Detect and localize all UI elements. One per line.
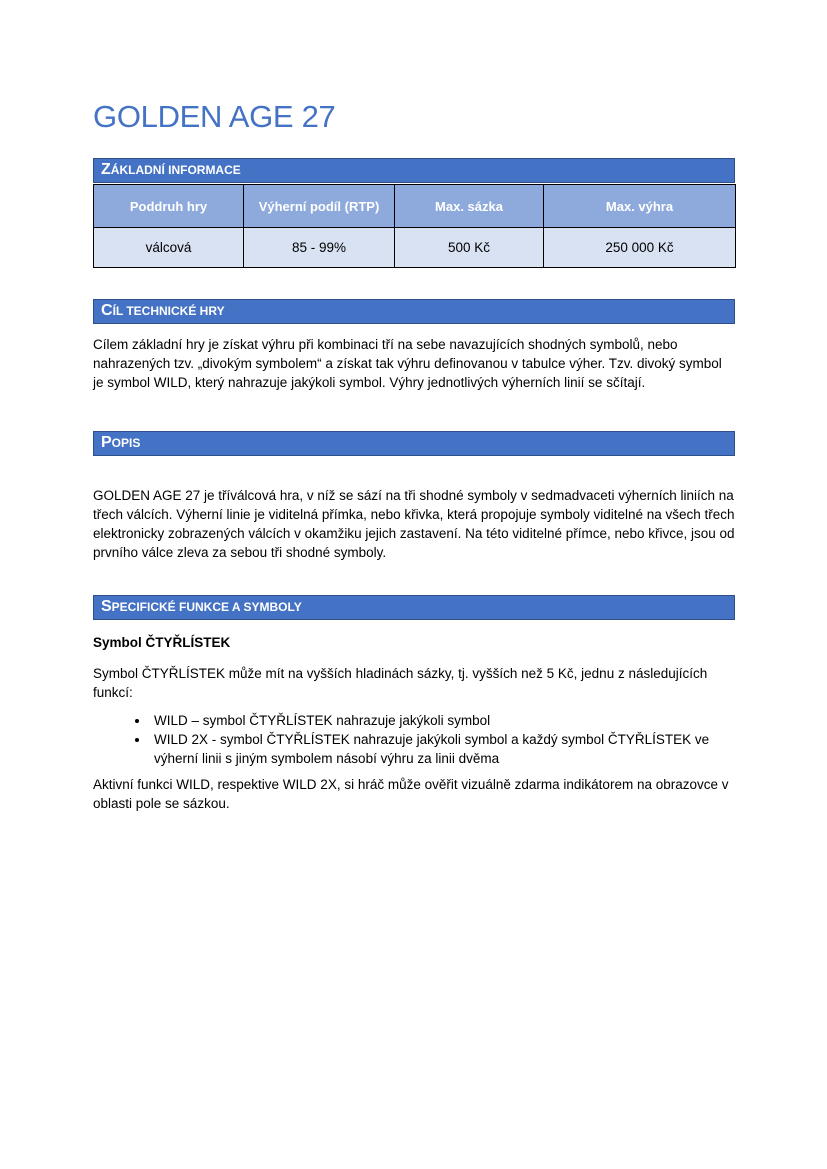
column-header-max-sazka: Max. sázka [395,185,544,228]
table-header-row [94,185,736,228]
basic-info-table [93,184,736,268]
table-row [94,228,736,268]
section-heading-basic-info: ZÁKLADNÍ INFORMACE [93,158,735,183]
section-heading-goal: CÍL TECHNICKÉ HRY [93,299,735,324]
functions-bullet-list [93,711,735,768]
column-header-rtp: Výherní podíl (RTP) [244,185,395,228]
bullet-item-wild: • WILD – symbol ČTYŘLÍSTEK nahrazuje jakýkoli symbol [150,711,735,730]
cell-max-sazka: 500 Kč [395,228,544,268]
cell-max-vyhra: 250 000 Kč [544,228,736,268]
column-header-poddruh-hry: Poddruh hry [94,185,244,228]
functions-intro-paragraph: Symbol ČTYŘLÍSTEK může mít na vyšších hladinách sázky, tj. vyšších než 5 Kč, jednu z následujících funkcí: [93,666,708,700]
section-heading-description: POPIS [93,431,735,456]
section-goal [93,299,735,392]
cell-rtp: 85 - 99% [244,228,395,268]
symbol-subheading: Symbol ČTYŘLÍSTEK [93,635,231,650]
section-heading-functions: SPECIFICKÉ FUNKCE A SYMBOLY [93,595,735,620]
bullet-item-wild-2x: • WILD 2X - symbol ČTYŘLÍSTEK nahrazuje jakýkoli symbol a každý symbol ČTYŘLÍSTEK ve výherní linii s jiným symbolem násobí výhru za linii dvěma [150,730,735,768]
cell-poddruh-hry: válcová [94,228,244,268]
section-basic-info [93,158,735,268]
page-title: GOLDEN AGE 27 [93,99,336,134]
description-paragraph: GOLDEN AGE 27 je tříválcová hra, v níž se sází na tři shodné symboly v sedmadvaceti výherních liniích na třech válcích. Výherní linie je viditelná přímka, nebo křivka, která propojuje symboly viditelné na všech třech elektronicky zobrazených válcích v okamžiku jejich zastavení. Na této viditelné přímce, nebo křivce, jsou od prvního válce zleva za sebou tři shodné symboly. [93,488,735,560]
functions-outro-paragraph: Aktivní funkci WILD, respektive WILD 2X, si hráč může ověřit vizuálně zdarma indikátorem na obrazovce v oblasti pole se sázkou. [93,777,729,811]
section-functions [93,595,735,813]
goal-paragraph: Cílem základní hry je získat výhru při kombinaci tří na sebe navazujících shodných symbolů, nebo nahrazených tzv. „divokým symbolem“ a získat tak výhru definovanou v tabulce výher. Tzv. divoký symbol je symbol WILD, který nahrazuje jakýkoli symbol. Výhry jednotlivých výherních linií se sčítají. [93,337,722,390]
column-header-max-vyhra: Max. výhra [544,185,736,228]
section-description [93,431,735,562]
